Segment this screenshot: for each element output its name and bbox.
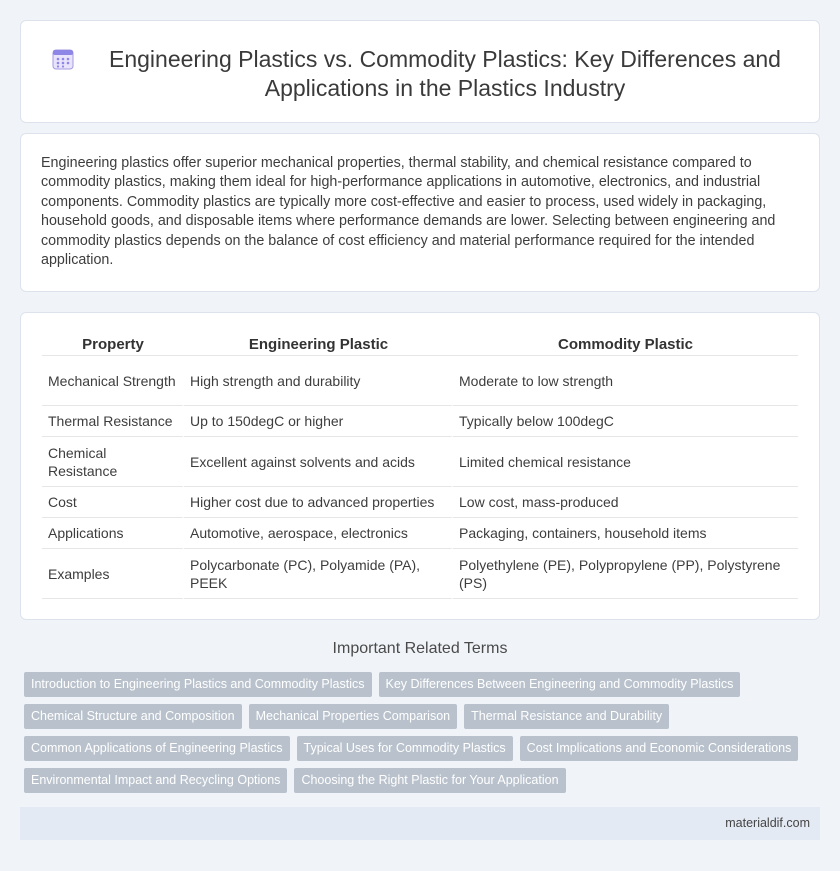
- row-engineering-value: Excellent against solvents and acids: [184, 437, 453, 487]
- row-engineering-value: Up to 150degC or higher: [184, 406, 453, 437]
- header-card: [20, 20, 820, 123]
- row-property: Examples: [42, 549, 184, 599]
- table-row: [42, 356, 798, 406]
- row-engineering-value: Higher cost due to advanced properties: [184, 487, 453, 518]
- tag-row: [24, 736, 814, 761]
- row-commodity-value: Limited chemical resistance: [453, 437, 798, 487]
- page-title: Engineering Plastics vs. Commodity Plastics: Key Differences and Applications in the Plastics Industry: [109, 46, 781, 101]
- header-commodity-plastic: Commodity Plastic: [453, 334, 798, 356]
- row-property: Thermal Resistance: [42, 406, 184, 437]
- row-commodity-value: Typically below 100degC: [453, 406, 798, 437]
- intro-card: [20, 133, 820, 292]
- row-property: Applications: [42, 518, 184, 549]
- row-engineering-value: High strength and durability: [184, 356, 453, 406]
- related-term-tag[interactable]: Introduction to Engineering Plastics and Commodity Plastics: [24, 672, 372, 697]
- related-term-tag[interactable]: Key Differences Between Engineering and Commodity Plastics: [379, 672, 741, 697]
- tag-row: [24, 768, 814, 793]
- row-property: Cost: [42, 487, 184, 518]
- row-commodity-value: Low cost, mass-produced: [453, 487, 798, 518]
- calendar-grid-icon: [51, 47, 75, 71]
- row-commodity-value: Polyethylene (PE), Polypropylene (PP), Polystyrene (PS): [453, 549, 798, 599]
- footer: [20, 807, 820, 840]
- intro-paragraph: Engineering plastics offer superior mechanical properties, thermal stability, and chemical resistance compared to commodity plastics, making them ideal for high-performance applications in automotive, electronics, and industrial components. Commodity plastics are typically more cost-effective and easier to process, used widely in packaging, household goods, and disposable items where performance demands are lower. Selecting between engineering and commodity plastics depends on the balance of cost efficiency and material performance required for the intended application.: [41, 155, 776, 269]
- related-term-tag[interactable]: Mechanical Properties Comparison: [249, 704, 458, 729]
- related-term-tag[interactable]: Cost Implications and Economic Considerations: [520, 736, 799, 761]
- row-property: Chemical Resistance: [42, 437, 184, 487]
- footer-site-link[interactable]: materialdif.com: [725, 816, 810, 830]
- related-term-tag[interactable]: Typical Uses for Commodity Plastics: [297, 736, 513, 761]
- comparison-table: [42, 334, 798, 599]
- related-term-tag[interactable]: Thermal Resistance and Durability: [464, 704, 669, 729]
- tag-row: [24, 672, 814, 697]
- related-term-tag[interactable]: Choosing the Right Plastic for Your Application: [294, 768, 565, 793]
- related-term-tag[interactable]: Common Applications of Engineering Plastics: [24, 736, 290, 761]
- table-row: [42, 487, 798, 518]
- row-engineering-value: Polycarbonate (PC), Polyamide (PA), PEEK: [184, 549, 453, 599]
- table-row: [42, 406, 798, 437]
- row-commodity-value: Packaging, containers, household items: [453, 518, 798, 549]
- table-row: [42, 518, 798, 549]
- row-property: Mechanical Strength: [42, 356, 184, 406]
- table-row: [42, 549, 798, 599]
- related-terms-title: Important Related Terms: [332, 640, 508, 657]
- row-commodity-value: Moderate to low strength: [453, 356, 798, 406]
- row-engineering-value: Automotive, aerospace, electronics: [184, 518, 453, 549]
- table-row: [42, 437, 798, 487]
- comparison-table-card: [20, 312, 820, 620]
- related-term-tag[interactable]: Environmental Impact and Recycling Options: [24, 768, 287, 793]
- related-term-tag[interactable]: Chemical Structure and Composition: [24, 704, 242, 729]
- related-terms-tags: [24, 672, 814, 800]
- tag-row: [24, 704, 814, 729]
- header-property: Property: [42, 334, 184, 356]
- header-engineering-plastic: Engineering Plastic: [184, 334, 453, 356]
- table-header-row: [42, 334, 798, 356]
